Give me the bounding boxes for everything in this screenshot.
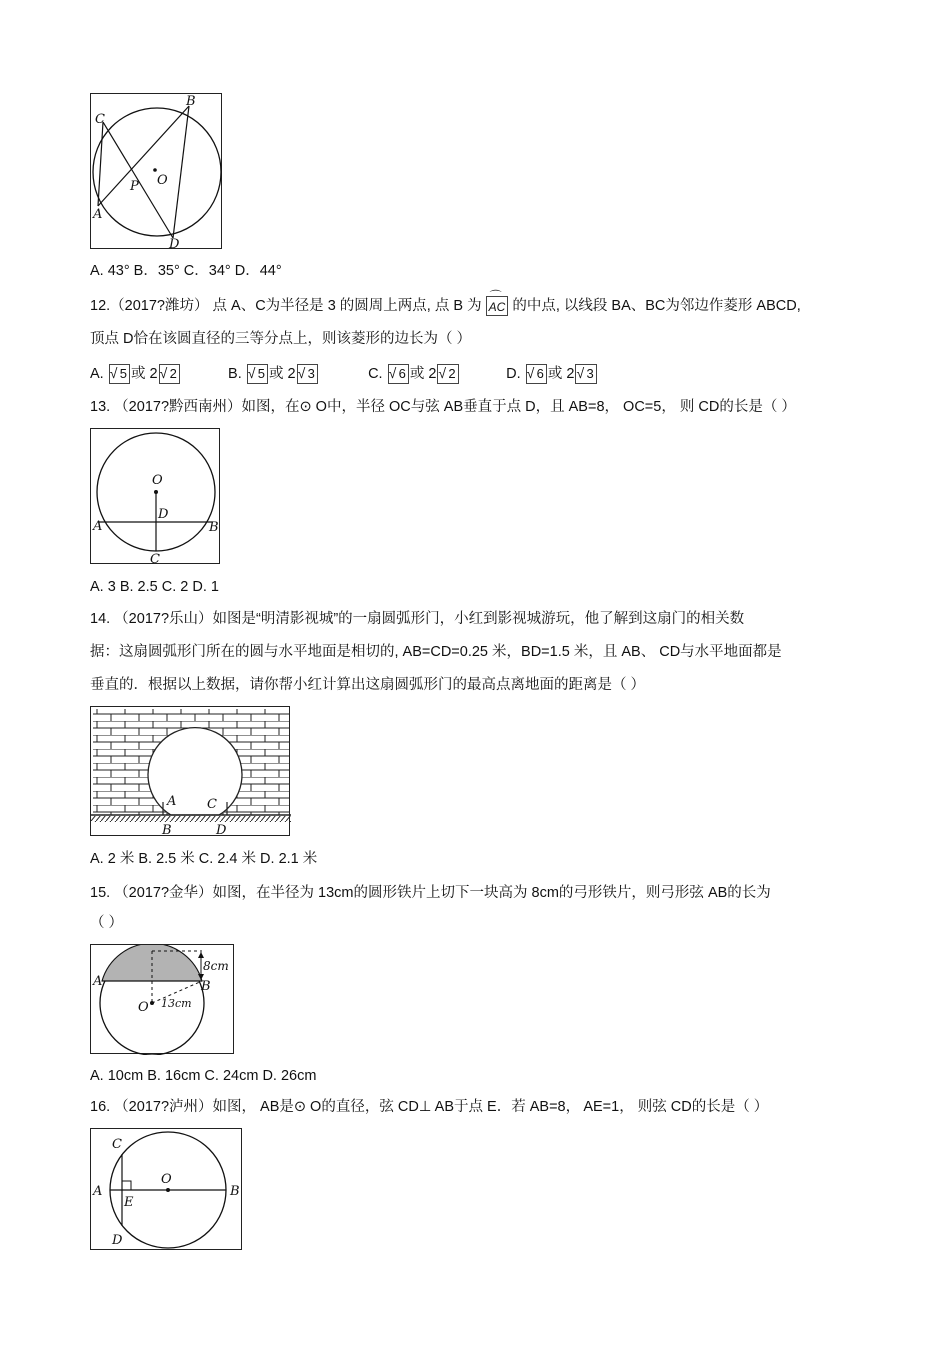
q13-label-a: A bbox=[93, 519, 103, 534]
q15-line1: 15. （2017?金华）如图，在半径为 13cm的圆形铁片上切下一块高为 8cm的弓形铁片，则弓形弦 AB的长为 bbox=[90, 885, 771, 901]
q16-label-a: A bbox=[93, 1184, 103, 1199]
q15-circle-diagram bbox=[91, 945, 235, 1055]
q16-label-e: E bbox=[124, 1195, 134, 1210]
q11-label-c: C bbox=[95, 112, 105, 127]
sqrt-icon: √ 3 bbox=[297, 364, 318, 384]
q13-label-o: O bbox=[152, 473, 163, 488]
q14-line3: 垂直的．根据以上数据，请你帮小红计算出这扇圆弧形门的最高点离地面的距离是（ ） bbox=[90, 677, 646, 693]
q14-line2: 据：这扇圆弧形门所在的圆与水平地面是相切的, AB=CD=0.25 米，BD=1.5 米，且 AB、 CD与水平地面都是 bbox=[90, 644, 782, 660]
q14-label-c: C bbox=[207, 797, 217, 812]
q15-label-a: A bbox=[93, 974, 103, 989]
q11-options: A. 43° B．35° C．34° D．44° bbox=[90, 263, 282, 279]
q15-options: A. 10cm B. 16cm C. 24cm D. 26cm bbox=[90, 1068, 317, 1084]
q14-label-b: B bbox=[162, 823, 172, 837]
q12-options bbox=[90, 364, 598, 384]
q13-label-b: B bbox=[209, 520, 219, 535]
q13-figure bbox=[90, 428, 220, 564]
q12-option-d-or: 或 2 bbox=[547, 365, 575, 382]
q11-label-p: P bbox=[130, 179, 139, 194]
sqrt-icon: √ 5 bbox=[109, 364, 130, 384]
q12-option-a bbox=[90, 364, 224, 384]
q13-label-d: D bbox=[158, 507, 169, 522]
q14-line1: 14. （2017?乐山）如图是“明清影视城”的一扇圆弧形门，小红到影视城游玩，他了解到这扇门的相关数 bbox=[90, 611, 745, 627]
sqrt-icon: √ 3 bbox=[575, 364, 596, 384]
q11-circle-diagram bbox=[91, 94, 223, 250]
q13-options: A. 3 B. 2.5 C. 2 D. 1 bbox=[90, 579, 219, 595]
q14-label-d: D bbox=[216, 823, 227, 837]
q12-option-d-label: D. bbox=[506, 365, 521, 382]
q15-label-radius: 13cm bbox=[161, 997, 192, 1010]
q12-line2: 顶点 D恰在该圆直径的三等分点上，则该菱形的边长为（ ） bbox=[90, 331, 472, 347]
q11-label-a: A bbox=[93, 207, 103, 222]
sqrt-icon: √ 2 bbox=[437, 364, 458, 384]
q15-label-height: 8cm bbox=[203, 959, 229, 973]
q12-text-b: 的中点, 以线段 BA、BC为邻边作菱形 ABCD, bbox=[512, 297, 801, 314]
q12-option-c bbox=[368, 364, 502, 384]
q12-option-b bbox=[228, 364, 364, 384]
q12-line1 bbox=[90, 296, 801, 316]
sqrt-icon: √ 6 bbox=[388, 364, 409, 384]
q12-option-c-or: 或 2 bbox=[409, 365, 437, 382]
q13-text: 13. （2017?黔西南州）如图，在⊙ O中，半径 OC与弦 AB垂直于点 D，且 AB=8， OC=5， 则 CD的长是（ ） bbox=[90, 399, 796, 415]
q12-option-d bbox=[506, 364, 598, 384]
q16-circle-diagram bbox=[91, 1129, 243, 1251]
q12-option-c-label: C. bbox=[368, 365, 383, 382]
q15-label-b: B bbox=[201, 979, 211, 994]
q12-option-b-label: B. bbox=[228, 365, 242, 382]
sqrt-icon: √ 5 bbox=[247, 364, 268, 384]
q12-option-b-or: 或 2 bbox=[269, 365, 296, 382]
q14-options: A. 2 米 B. 2.5 米 C. 2.4 米 D. 2.1 米 bbox=[90, 851, 318, 867]
sqrt-icon: √ 6 bbox=[526, 364, 547, 384]
q16-label-d: D bbox=[112, 1233, 123, 1248]
q15-label-o: O bbox=[138, 1000, 149, 1015]
q16-figure bbox=[90, 1128, 242, 1250]
q16-label-o: O bbox=[161, 1172, 172, 1187]
q16-label-c: C bbox=[112, 1137, 122, 1152]
q11-label-o: O bbox=[157, 173, 168, 188]
q14-door-diagram bbox=[91, 707, 291, 837]
q15-line2: （ ） bbox=[90, 915, 124, 931]
q12-arc-ac: ⌒ AC bbox=[486, 296, 509, 316]
q14-label-a: A bbox=[167, 794, 177, 809]
q11-figure bbox=[90, 93, 222, 249]
q12-option-a-label: A. bbox=[90, 365, 104, 382]
sqrt-icon: √ 2 bbox=[159, 364, 180, 384]
q15-figure bbox=[90, 944, 234, 1054]
q12-option-a-or: 或 2 bbox=[130, 365, 158, 382]
q11-label-d: D bbox=[169, 237, 180, 250]
q13-label-c: C bbox=[150, 552, 160, 565]
q11-label-b: B bbox=[186, 94, 196, 109]
q14-figure bbox=[90, 706, 290, 836]
q16-text: 16. （2017?泸州）如图， AB是⊙ O的直径，弦 CD⊥ AB于点 E．若 AB=8， AE=1， 则弦 CD的长是（ ） bbox=[90, 1099, 769, 1115]
q12-text-a: 12.（2017?潍坊） 点 A、C为半径是 3 的圆周上两点, 点 B 为 bbox=[90, 297, 482, 314]
q16-label-b: B bbox=[230, 1184, 240, 1199]
q13-circle-diagram bbox=[91, 429, 221, 565]
